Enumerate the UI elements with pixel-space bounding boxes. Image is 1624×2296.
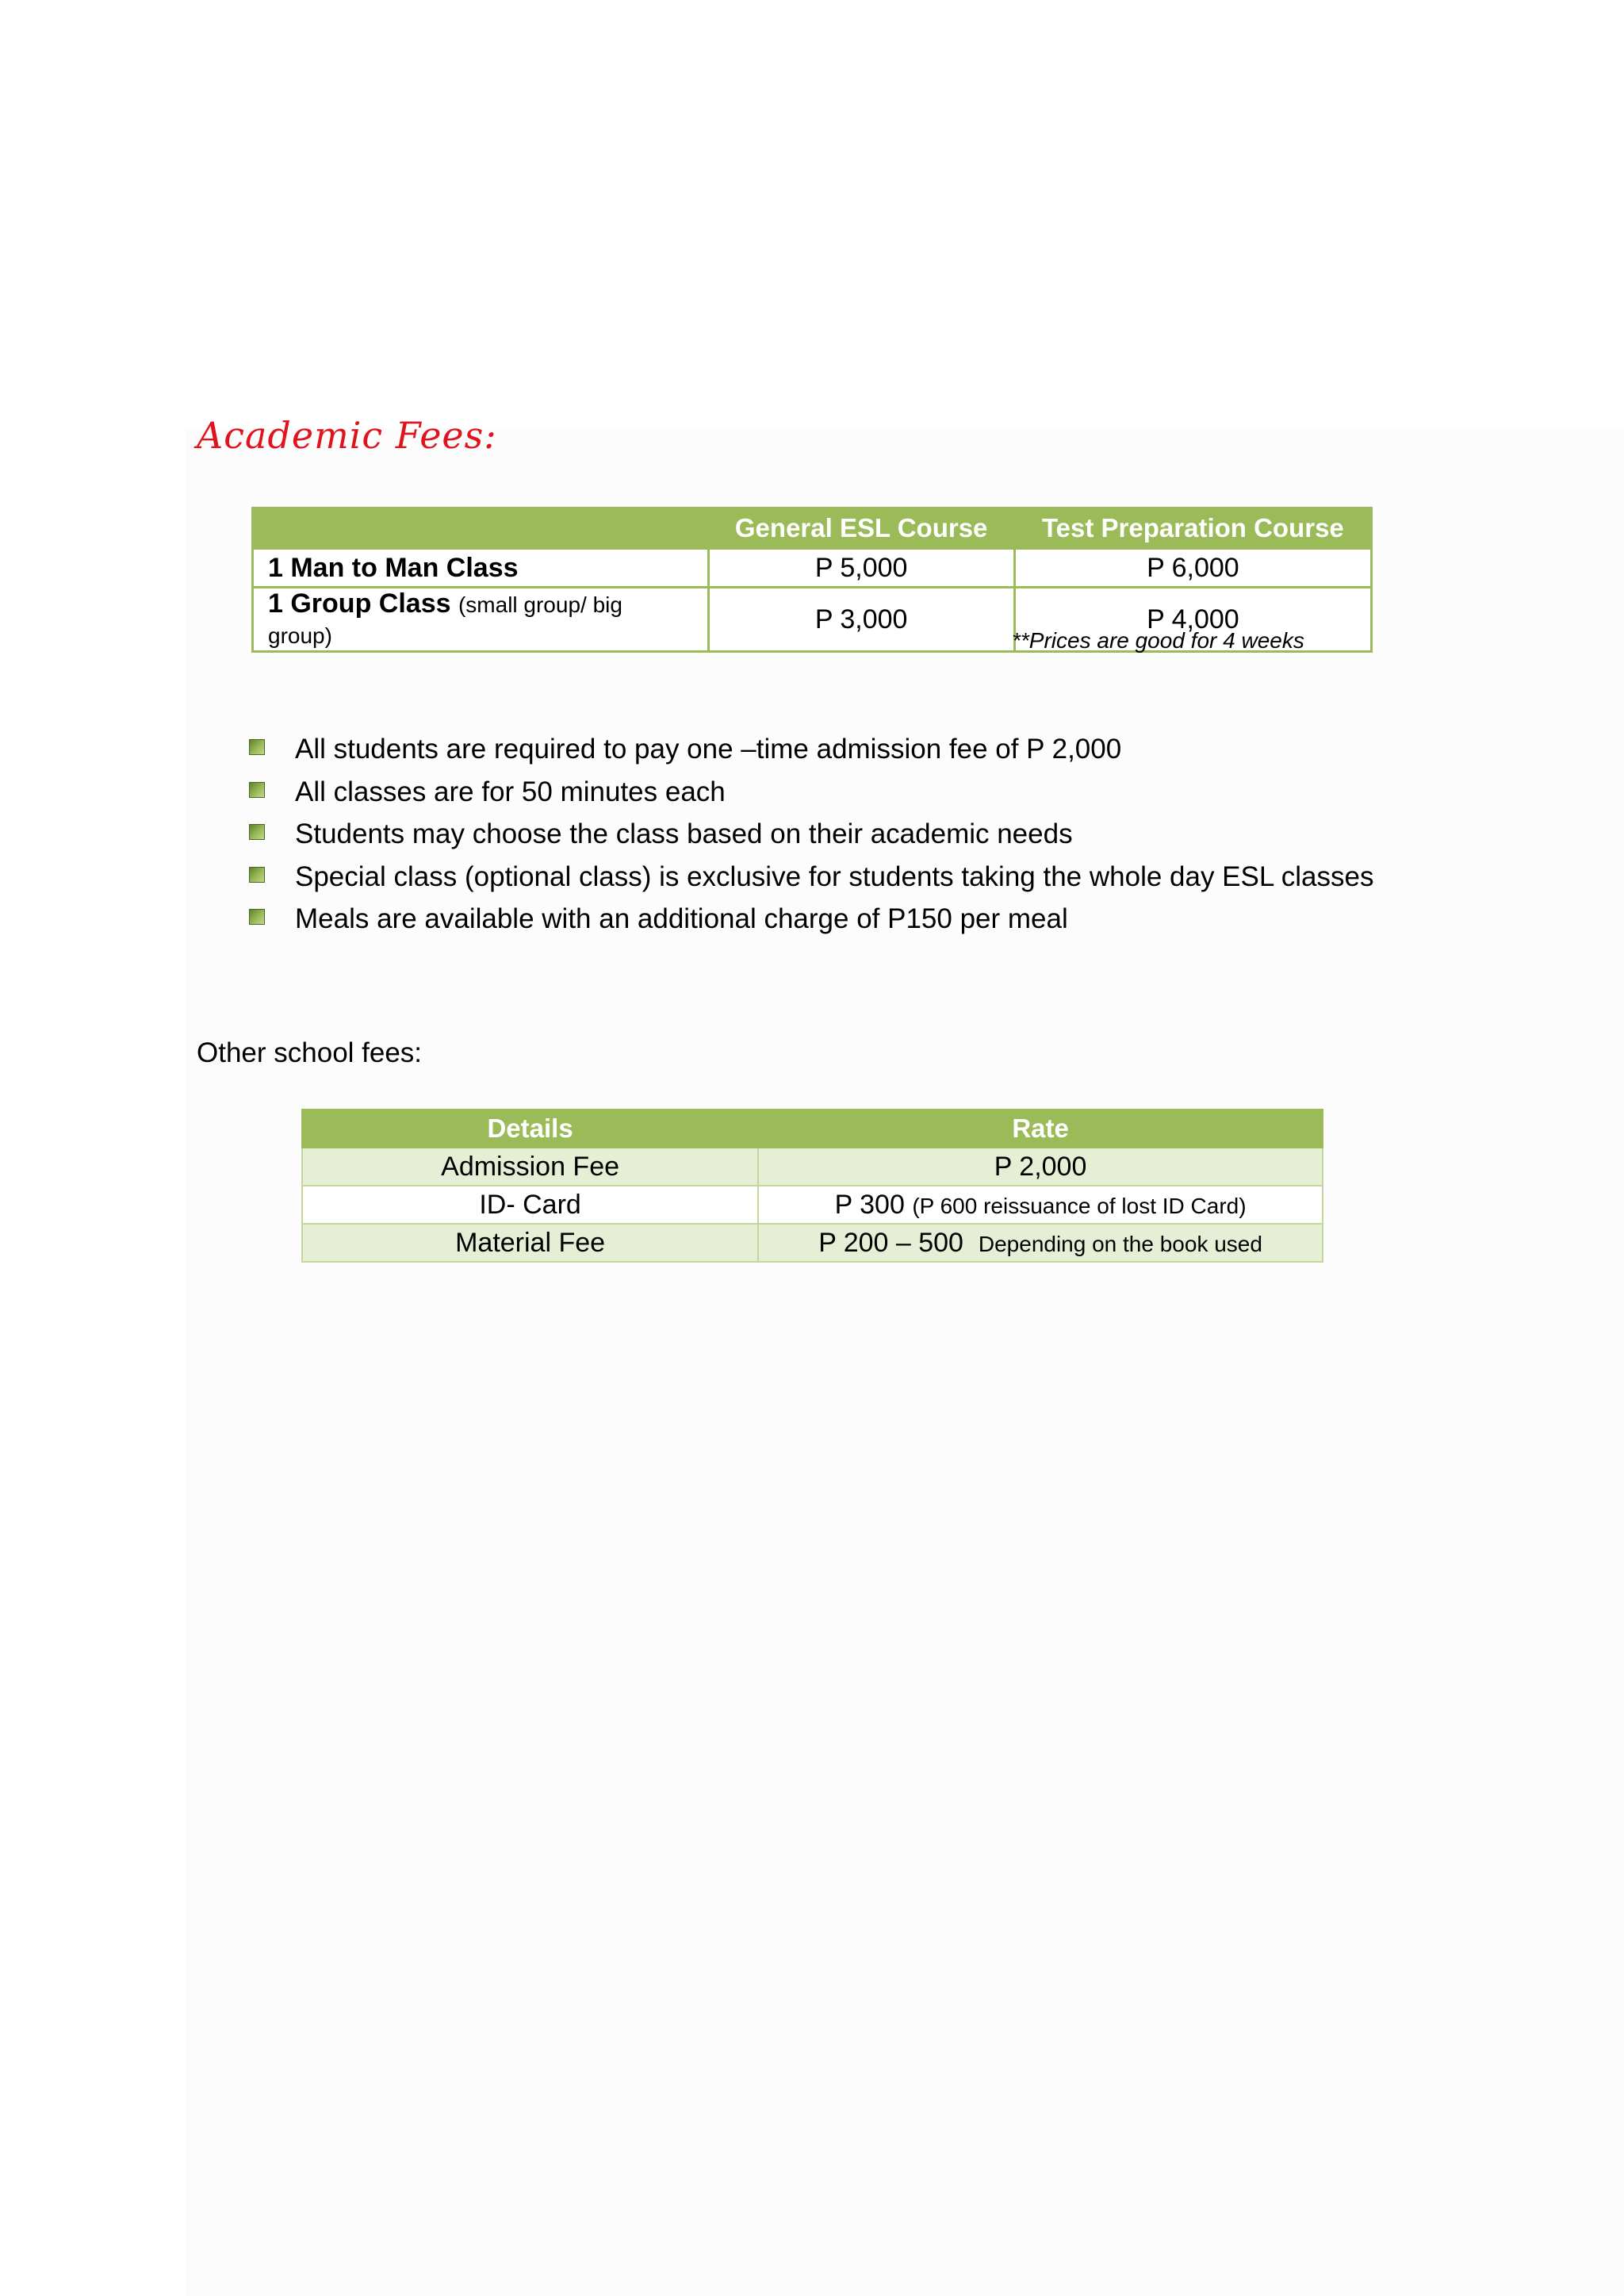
row-label: 1 Man to Man Class: [268, 552, 519, 583]
list-item-text: All classes are for 50 minutes each: [295, 776, 726, 807]
square-bullet-icon: [249, 867, 265, 883]
header-cell: [253, 508, 709, 549]
square-bullet-icon: [249, 739, 265, 755]
rate-cell: [758, 1148, 1323, 1186]
table-row: [302, 1148, 1323, 1186]
detail-cell: ID- Card: [302, 1186, 758, 1224]
page-background: [186, 428, 1624, 2296]
list-item: [246, 813, 1373, 856]
header-cell: Test Preparation Course: [1014, 508, 1371, 549]
list-item: [246, 728, 1373, 771]
rate-note: (P 600 reissuance of lost ID Card): [912, 1193, 1247, 1218]
list-item-text: Meals are available with an additional charge of P150 per meal: [295, 903, 1068, 934]
page-title: Academic Fees:: [197, 414, 497, 457]
esl-price-cell: P 5,000: [708, 549, 1014, 588]
rate-value: P 300: [834, 1189, 905, 1220]
list-item: [246, 856, 1373, 899]
test-price-cell: P 6,000: [1014, 549, 1371, 588]
rate-cell: [758, 1224, 1323, 1262]
header-cell: General ESL Course: [708, 508, 1014, 549]
list-item: [246, 771, 1373, 814]
other-fees-table: [301, 1109, 1323, 1263]
other-fees-title: Other school fees:: [197, 1037, 423, 1068]
row-label-cell: [253, 588, 709, 652]
table-row: [302, 1186, 1323, 1224]
rate-value: P 200 – 500: [818, 1227, 963, 1258]
list-item: [246, 898, 1373, 941]
square-bullet-icon: [249, 782, 265, 798]
row-label-note: (small group/ big group): [268, 592, 622, 648]
row-label-cell: [253, 549, 709, 588]
info-bullet-list: [246, 728, 1373, 941]
rate-value: P 2,000: [994, 1151, 1087, 1182]
table-header-row: [302, 1110, 1323, 1148]
list-item-text: All students are required to pay one –time admission fee of P 2,000: [295, 734, 1122, 765]
detail-cell: Admission Fee: [302, 1148, 758, 1186]
square-bullet-icon: [249, 824, 265, 840]
rate-note: Depending on the book used: [978, 1231, 1262, 1256]
table-row: [302, 1224, 1323, 1262]
header-cell: Details: [302, 1110, 758, 1148]
esl-price-cell: P 3,000: [708, 588, 1014, 652]
list-item-text: Students may choose the class based on their academic needs: [295, 818, 1073, 849]
square-bullet-icon: [249, 909, 265, 925]
rate-cell: [758, 1186, 1323, 1224]
detail-cell: Material Fee: [302, 1224, 758, 1262]
table-row: [253, 549, 1372, 588]
row-label: 1 Group Class: [268, 588, 451, 619]
price-footnote: **Prices are good for 4 weeks: [1012, 628, 1304, 653]
list-item-text: Special class (optional class) is exclusive for students taking the whole day ESL classes: [295, 861, 1374, 892]
header-cell: Rate: [758, 1110, 1323, 1148]
table-header-row: [253, 508, 1372, 549]
test-price-cell: P 4,000: [1014, 588, 1371, 652]
